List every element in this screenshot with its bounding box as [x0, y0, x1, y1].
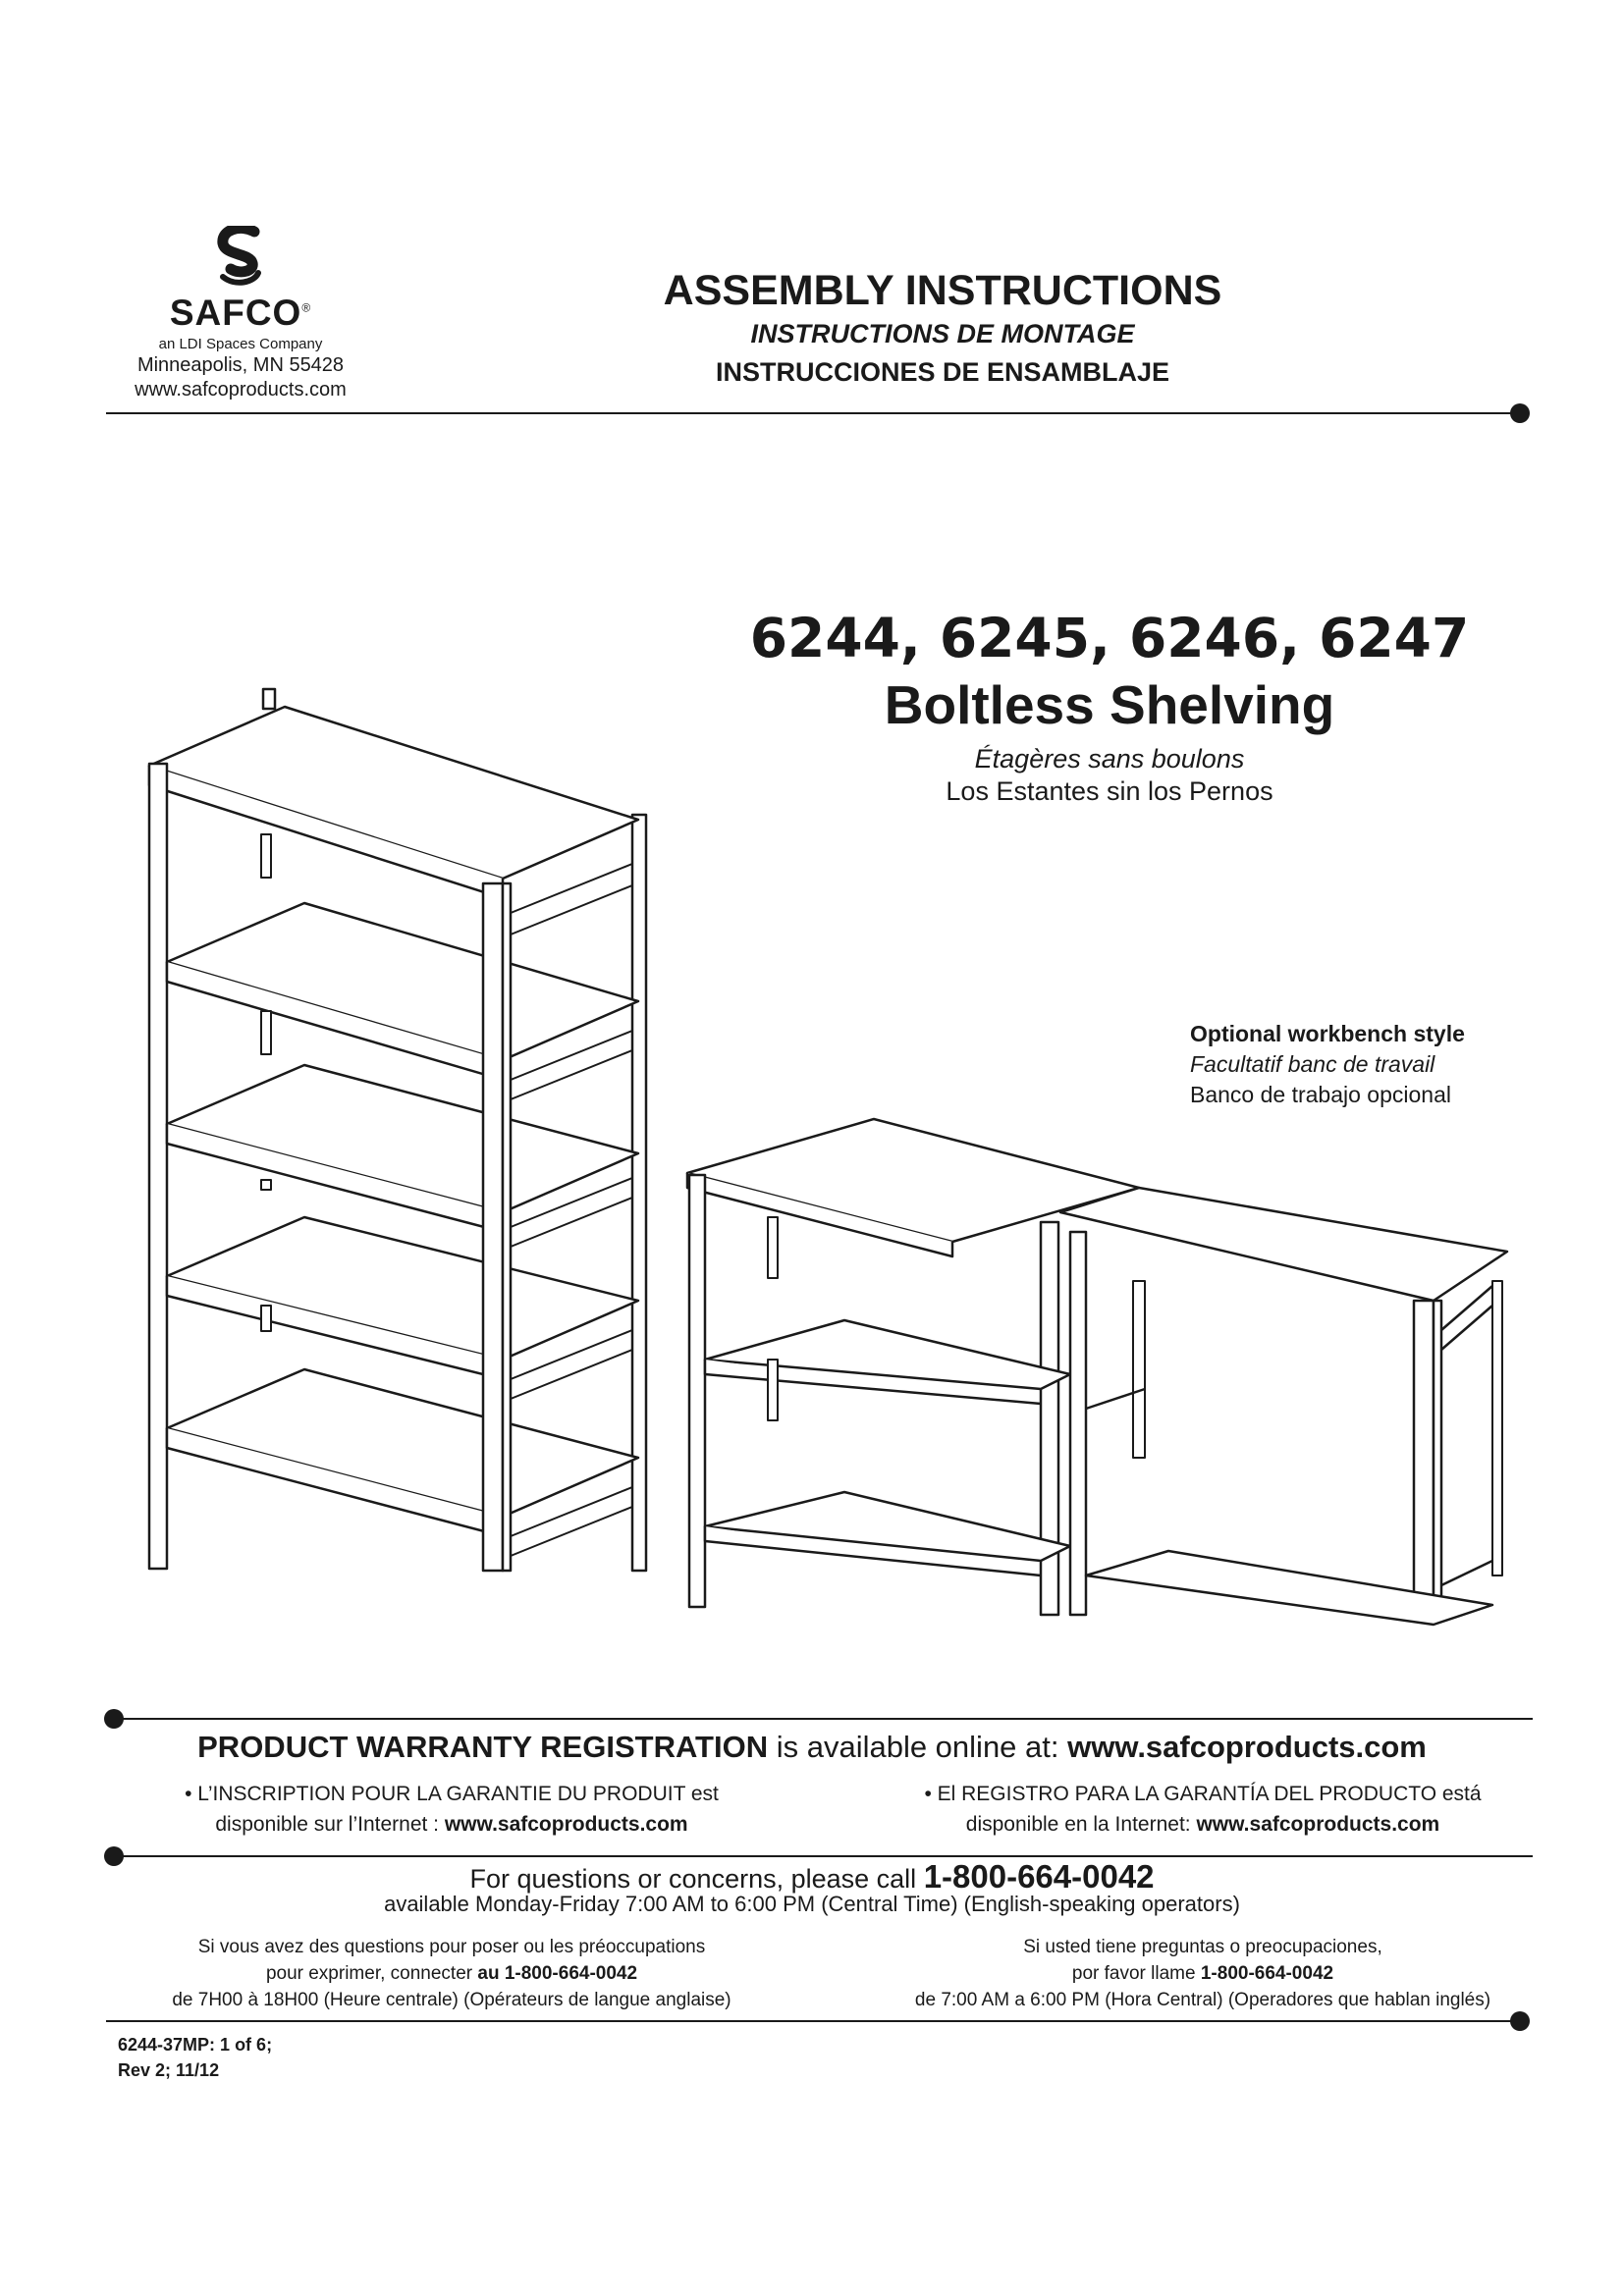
- title-fr: INSTRUCTIONS DE MONTAGE: [750, 319, 1135, 348]
- brand-name: SAFCO®: [169, 293, 312, 333]
- warranty-fr-line2: disponible sur l’Internet : www.safcoproducts.com: [215, 1813, 688, 1836]
- questions-es-line2: por favor llame 1-800-664-0042: [1071, 1963, 1334, 1984]
- questions-line1: For questions or concerns, please call 1-800-664-0042: [469, 1858, 1155, 1895]
- questions-line2: available Monday-Friday 7:00 AM to 6:00 PM (Central Time) (English-speaking operators): [384, 1892, 1240, 1916]
- warranty-es-line2: disponible en la Internet: www.safcoproducts.com: [965, 1813, 1440, 1836]
- header-divider: [106, 412, 1520, 414]
- warranty-text: is available online at:: [768, 1730, 1068, 1764]
- questions-fr-line1: Si vous avez des questions pour poser ou les préoccupations: [197, 1937, 706, 1957]
- warranty-es-line1: • El REGISTRO PARA LA GARANTÍA DEL PRODUCTO está: [924, 1783, 1482, 1805]
- title-es: INSTRUCCIONES DE ENSAMBLAJE: [715, 357, 1170, 387]
- optional-label-es: Banco de trabajo opcional: [1190, 1082, 1451, 1107]
- questions-block: [0, 1858, 1624, 1916]
- questions-es-line1: Si usted tiene preguntas o preocupaciones,: [1023, 1937, 1382, 1957]
- shelving-unit-illustration: [137, 677, 668, 1620]
- warranty-fr: [108, 1779, 795, 1840]
- title-block: [550, 267, 1335, 388]
- footer-divider: [106, 2020, 1520, 2022]
- warranty-es: [825, 1779, 1581, 1840]
- warranty-divider-bottom: [114, 1855, 1533, 1857]
- safco-swirl-icon: [211, 226, 270, 289]
- warranty-registration: [0, 1730, 1624, 1765]
- header-website: www.safcoproducts.com: [135, 379, 347, 400]
- product-name-es: Los Estantes sin los Pernos: [946, 776, 1273, 806]
- header-divider-dot: [1510, 403, 1530, 423]
- questions-fr: [108, 1934, 795, 2013]
- optional-workbench-label: [1190, 1021, 1465, 1108]
- warranty-divider-top-dot: [104, 1709, 124, 1729]
- city-line: Minneapolis, MN 55428: [136, 354, 345, 376]
- optional-label-fr: Facultatif banc de travail: [1190, 1051, 1435, 1077]
- warranty-divider-top: [114, 1718, 1533, 1720]
- warranty-url[interactable]: www.safcoproducts.com: [1067, 1730, 1427, 1764]
- footer-divider-dot: [1510, 2011, 1530, 2031]
- warranty-fr-line1: • L’INSCRIPTION POUR LA GARANTIE DU PRODUIT est: [185, 1783, 719, 1805]
- title-en: ASSEMBLY INSTRUCTIONS: [663, 267, 1222, 314]
- phone-number[interactable]: 1-800-664-0042: [923, 1858, 1155, 1895]
- questions-es: [825, 1934, 1581, 2013]
- document-id: 6244-37MP: 1 of 6;: [118, 2035, 273, 2055]
- model-numbers: 6244, 6245, 6246, 6247: [749, 607, 1470, 669]
- warranty-fr-url[interactable]: www.safcoproducts.com: [444, 1813, 688, 1836]
- product-name: Boltless Shelving: [884, 674, 1335, 735]
- optional-label-en: Optional workbench style: [1190, 1021, 1465, 1046]
- questions-es-phone[interactable]: 1-800-664-0042: [1200, 1963, 1334, 1984]
- warranty-heading: PRODUCT WARRANTY REGISTRATION: [197, 1730, 769, 1764]
- workbench-illustration: [677, 1114, 1522, 1634]
- questions-fr-line2: pour exprimer, connecter au 1-800-664-0042: [265, 1963, 638, 1984]
- warranty-es-url[interactable]: www.safcoproducts.com: [1196, 1813, 1440, 1836]
- product-title-block: [648, 607, 1571, 807]
- company-line: an LDI Spaces Company: [158, 336, 323, 352]
- questions-es-line3: de 7:00 AM a 6:00 PM (Hora Central) (Operadores que hablan inglés): [914, 1990, 1491, 2010]
- product-name-fr: Étagères sans boulons: [974, 744, 1245, 774]
- questions-fr-phone[interactable]: au 1-800-664-0042: [477, 1963, 638, 1984]
- document-footer: [118, 2032, 272, 2083]
- safco-logo: [98, 226, 383, 401]
- document-revision: Rev 2; 11/12: [118, 2060, 220, 2080]
- questions-fr-line3: de 7H00 à 18H00 (Heure centrale) (Opérateurs de langue anglaise): [172, 1990, 731, 2010]
